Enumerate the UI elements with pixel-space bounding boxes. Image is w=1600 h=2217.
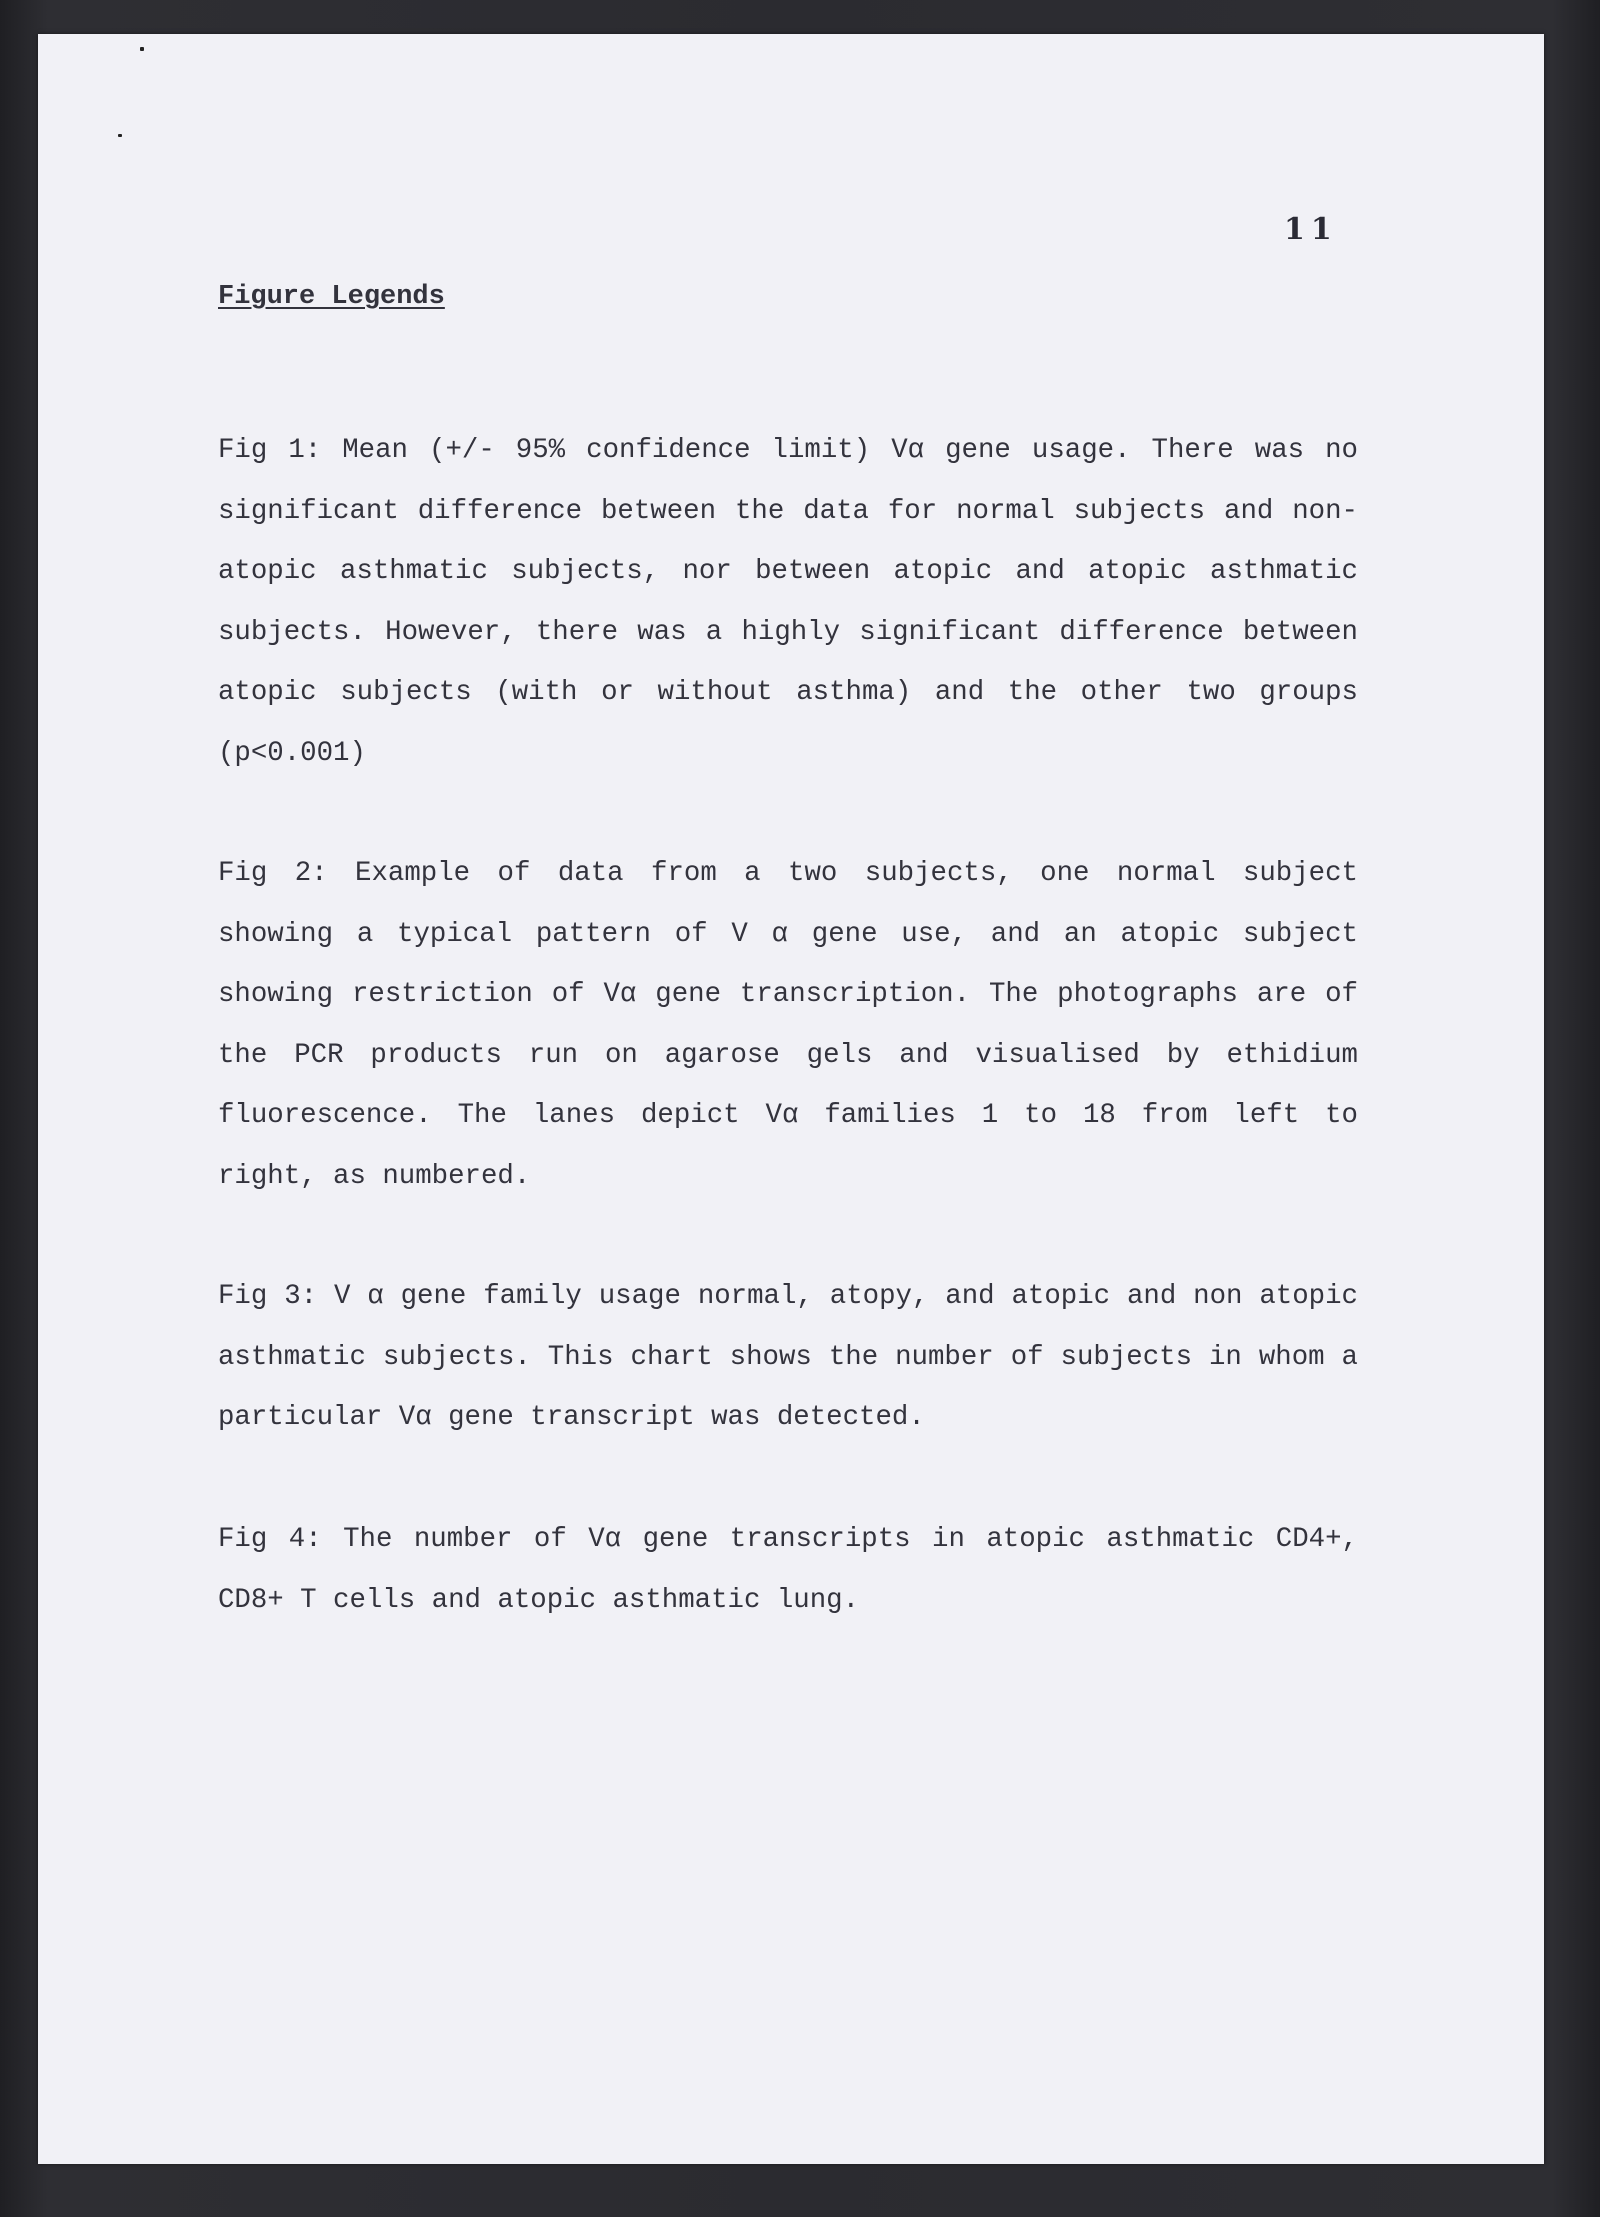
- figure-legend-1: Fig 1: Mean (+/- 95% confidence limit) Vα gene usage. There was no significant difference between the data for normal subjects and non-atopic asthmatic subjects, nor between atopic and atopic asthmatic subjects. However, there was a highly significant difference between atopic subjects (with or without asthma) and the other two groups (p<0.001): [218, 435, 1358, 769]
- figure-legend-4: Fig 4: The number of Vα gene transcripts in atopic asthmatic CD4+, CD8+ T cells and atopic asthmatic lung.: [218, 1524, 1358, 1616]
- figure-legend-2: Fig 2: Example of data from a two subjects, one normal subject showing a typical pattern of V α gene use, and an atopic subject showing restriction of Vα gene transcription. The photographs are of the PCR products run on agarose gels and visualised by ethidium fluorescence. The lanes depict Vα families 1 to 18 from left to right, as numbered.: [218, 858, 1358, 1192]
- document-page: [38, 34, 1544, 2164]
- section-heading: Figure Legends: [218, 282, 445, 312]
- figure-legend-3: Fig 3: V α gene family usage normal, atopy, and atopic and non atopic asthmatic subjects. This chart shows the number of subjects in whom a particular Vα gene transcript was detected.: [218, 1281, 1358, 1434]
- ink-speck: [140, 47, 144, 51]
- page-number: 11: [1284, 212, 1338, 247]
- ink-speck: [118, 134, 122, 137]
